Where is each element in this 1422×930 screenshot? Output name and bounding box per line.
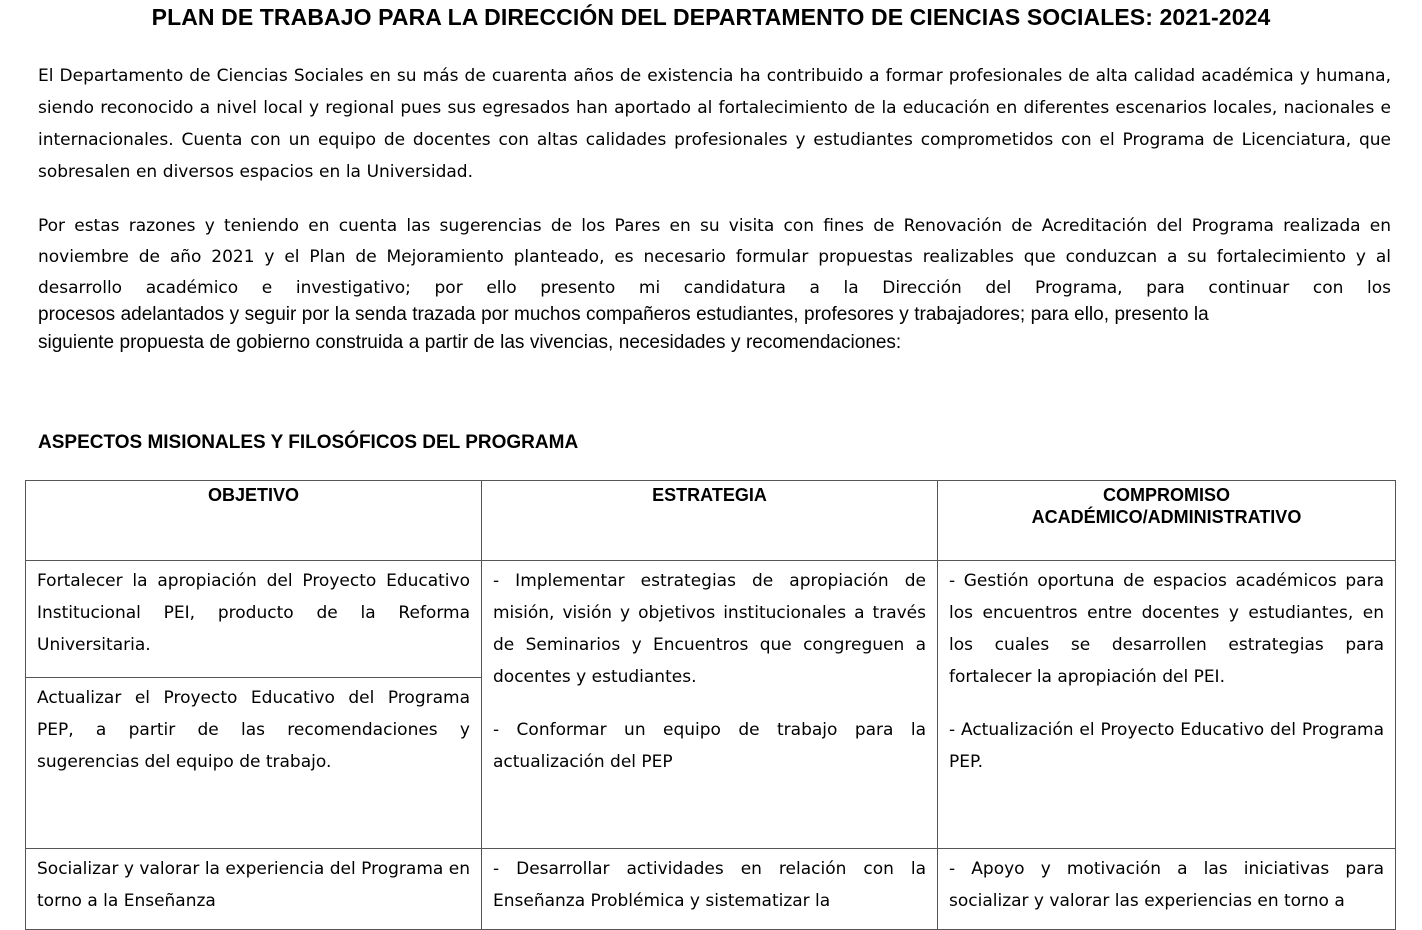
header-objetivo: OBJETIVO xyxy=(26,481,482,561)
table-header-row xyxy=(26,481,1396,561)
table-row xyxy=(26,561,1396,678)
objetivo-text: Actualizar el Proyecto Educativo del Programa PEP, a partir de las recomendaciones y sugerencias del equipo de trabajo. xyxy=(37,688,470,772)
compromiso-text: - Actualización el Proyecto Educativo del Programa PEP. xyxy=(949,720,1384,772)
section-title: ASPECTOS MISIONALES Y FILOSÓFICOS DEL PROGRAMA xyxy=(38,432,579,453)
objetivo-text: Fortalecer la apropiación del Proyecto Educativo Institucional PEI, producto de la Reforma Universitaria. xyxy=(37,571,470,655)
header-estrategia: ESTRATEGIA xyxy=(482,481,938,561)
header-compromiso-label: COMPROMISO ACADÉMICO/ADMINISTRATIVO xyxy=(1031,485,1302,527)
estrategia-text: - Implementar estrategias de apropiación de misión, visión y objetivos institucionales a través de Seminarios y Encuentros que congreguen a docentes y estudiantes. xyxy=(493,571,926,687)
objetivo-cell xyxy=(26,678,482,849)
second-paragraph-part2: procesos adelantados y seguir por la senda trazada por muchos compañeros estudiantes, profesores y trabajadores; para ello, presento la xyxy=(38,304,1209,325)
estrategia-text: - Conformar un equipo de trabajo para la actualización del PEP xyxy=(493,720,926,772)
intro-paragraph: El Departamento de Ciencias Sociales en su más de cuarenta años de existencia ha contribuido a formar profesionales de alta calidad académica y humana, siendo reconocido a nivel local y regional pues sus egresados han aportado al fortalecimiento de la educación en diferentes escenarios locales, nacionales e internacionales. Cuenta con un equipo de docentes con altas calidades profesionales y estudiantes comprometidos con el Programa de Licenciatura, que sobresalen en diversos espacios en la Universidad. xyxy=(38,66,1391,182)
objetivo-cell xyxy=(26,849,482,930)
compromiso-cell xyxy=(938,561,1396,849)
estrategia-text: - Desarrollar actividades en relación con la Enseñanza Problémica y sistematizar la xyxy=(493,859,926,911)
document-title: PLAN DE TRABAJO PARA LA DIRECCIÓN DEL DEPARTAMENTO DE CIENCIAS SOCIALES: 2021-2024 xyxy=(151,4,1271,30)
estrategia-cell xyxy=(482,849,938,930)
compromiso-cell xyxy=(938,849,1396,930)
estrategia-cell xyxy=(482,561,938,849)
compromiso-text: - Gestión oportuna de espacios académicos para los encuentros entre docentes y estudiantes, en los cuales se desarrollen estrategias para fortalecer la apropiación del PEI. xyxy=(949,571,1384,687)
second-paragraph-part3: siguiente propuesta de gobierno construida a partir de las vivencias, necesidades y recomendaciones: xyxy=(38,332,902,353)
plan-table xyxy=(25,480,1396,930)
table-row xyxy=(26,849,1396,930)
objetivo-cell xyxy=(26,561,482,678)
compromiso-text: - Apoyo y motivación a las iniciativas para socializar y valorar las experiencias en torno a xyxy=(949,859,1384,911)
header-compromiso xyxy=(938,481,1396,561)
second-paragraph-part1: Por estas razones y teniendo en cuenta las sugerencias de los Pares en su visita con fines de Renovación de Acreditación del Programa realizada en noviembre de año 2021 y el Plan de Mejoramiento planteado, es necesario formular propuestas realizables que conduzcan a su fortalecimiento y al desarrollo académico e investigativo; por ello presento mi candidatura a la Dirección del Programa, para continuar con los xyxy=(38,216,1391,298)
objetivo-text: Socializar y valorar la experiencia del Programa en torno a la Enseñanza xyxy=(37,859,470,911)
second-paragraph xyxy=(38,211,1391,357)
